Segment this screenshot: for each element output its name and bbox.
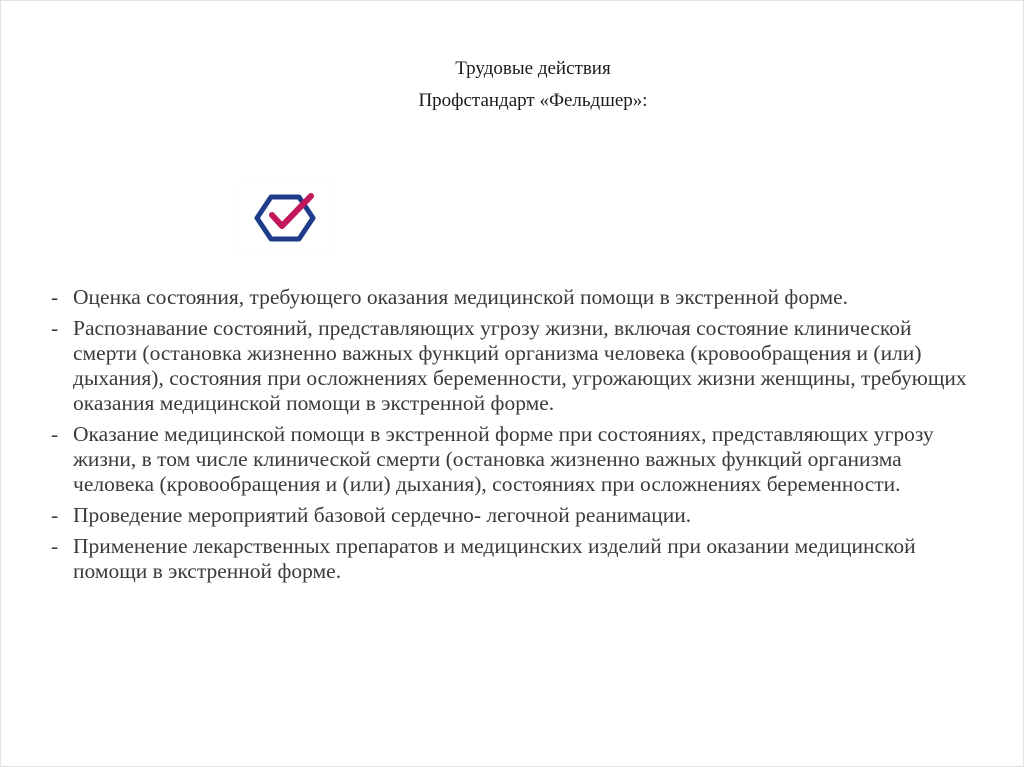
- list-item-text: Оценка состояния, требующего оказания медицинской помощи в экстренной форме.: [73, 285, 849, 309]
- title-line-2: Профстандарт «Фельдшер»:: [418, 90, 648, 111]
- page-title: [1, 53, 1024, 117]
- list-item-text: Применение лекарственных препаратов и медицинских изделий при оказании медицинской помощи в экстренной форме.: [73, 534, 916, 583]
- title-line-1: Трудовые действия: [455, 58, 611, 79]
- list-dash: -: [51, 285, 59, 309]
- list-item: [51, 285, 971, 310]
- list-item-text: Проведение мероприятий базовой сердечно- легочной реанимации.: [73, 503, 692, 527]
- list-item: [51, 316, 971, 416]
- list-dash: -: [51, 503, 59, 527]
- list-item: [51, 503, 971, 528]
- labor-actions-list: [51, 285, 971, 590]
- list-item: [51, 422, 971, 497]
- hexagon-checkmark-icon: [253, 191, 317, 245]
- list-dash: -: [51, 422, 59, 446]
- list-item: [51, 534, 971, 584]
- list-item-text: Распознавание состояний, представляющих угрозу жизни, включая состояние клинической смерти (остановка жизненно важных функций организма человека (кровообращения и (или) дыхания), состояния при осложнениях беременности, угрожающих жизни женщины, требующих оказания медицинской помощи в экстренной форме.: [73, 316, 967, 415]
- list-dash: -: [51, 316, 59, 340]
- checkmark-badge: [239, 181, 331, 255]
- list-dash: -: [51, 534, 59, 558]
- list-item-text: Оказание медицинской помощи в экстренной форме при состояниях, представляющих угрозу жизни, в том числе клинической смерти (остановка жизненно важных функций организма человека (кровообращения и (или) дыхания), состояниях при осложнениях беременности.: [73, 422, 934, 496]
